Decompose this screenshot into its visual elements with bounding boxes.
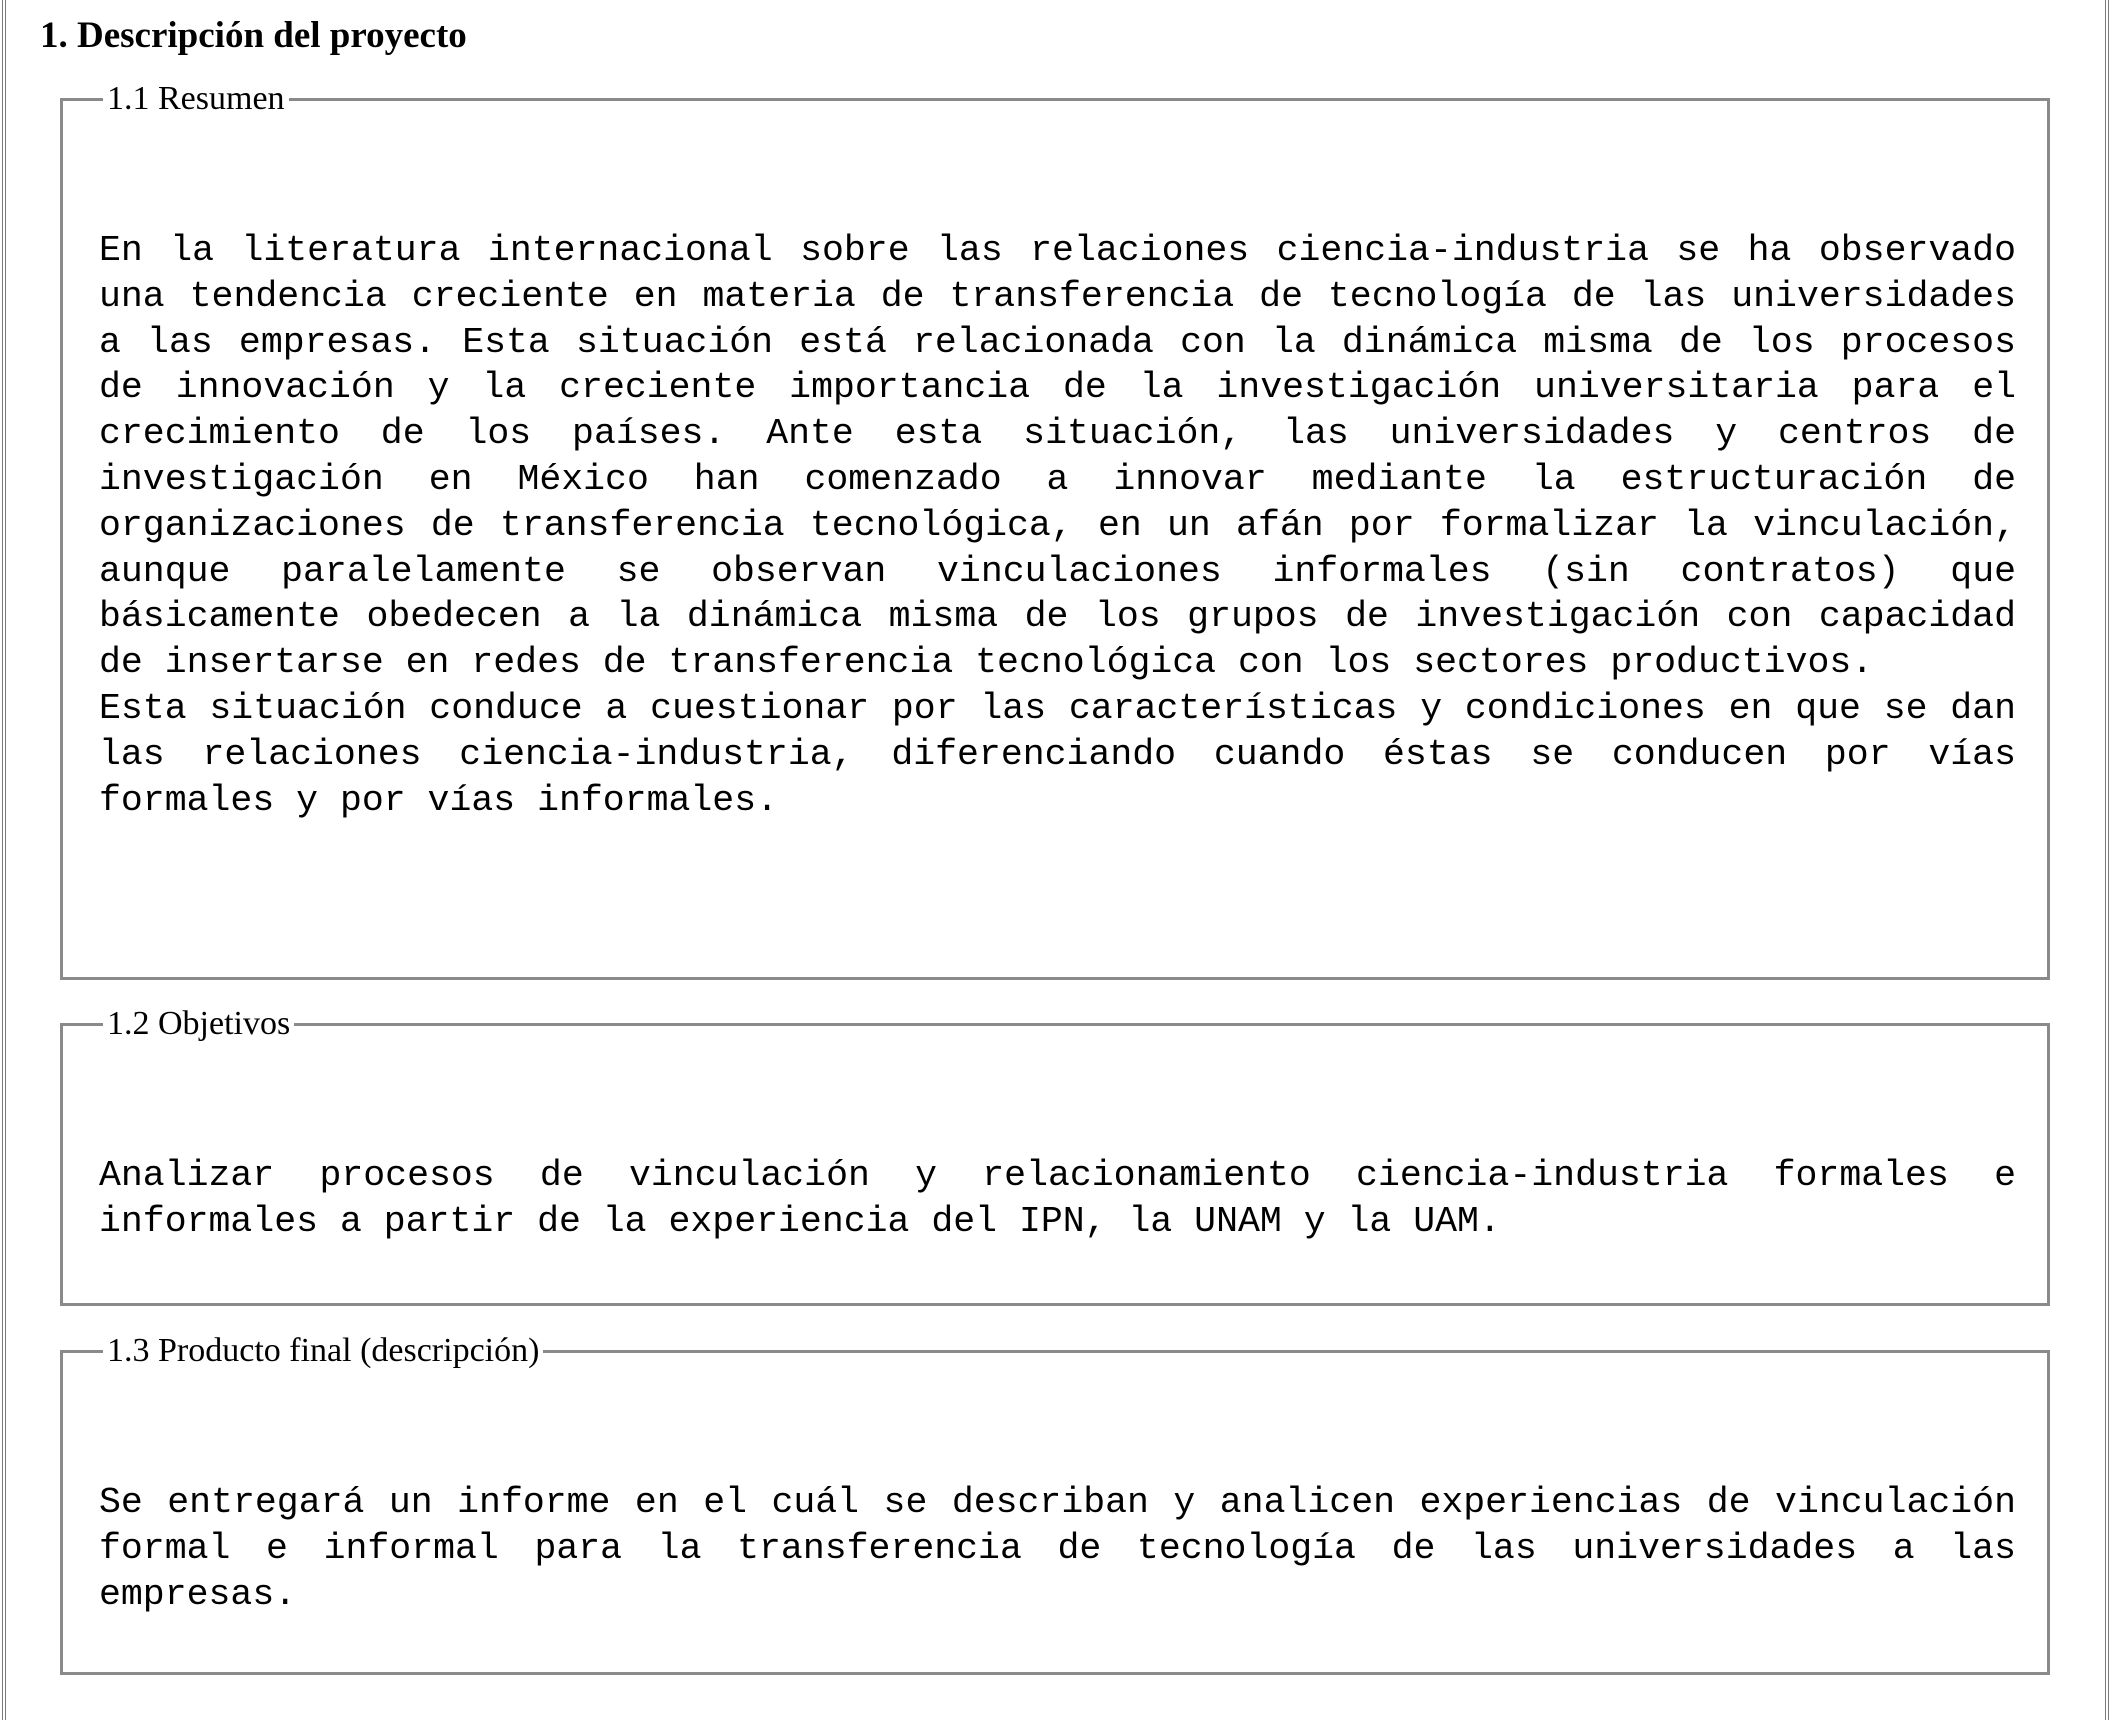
objetivos-legend: 1.2 Objetivos xyxy=(107,1005,291,1042)
resumen-paragraph-2: Esta situación conduce a cuestionar por las características y condiciones en que se dan las relaciones ciencia-industria, diferenciando cuando éstas se conducen por vías formales y por vías informales. xyxy=(99,687,2016,821)
objetivos-paragraph: Analizar procesos de vinculación y relacionamiento ciencia-industria formales e informales a partir de la experiencia del IPN, la UNAM y la UAM. xyxy=(99,1155,2016,1242)
resumen-legend: 1.1 Resumen xyxy=(107,80,285,117)
producto-legend: 1.3 Producto final (descripción) xyxy=(107,1332,540,1369)
section-title: 1. Descripción del proyecto xyxy=(40,15,467,56)
producto-fieldset xyxy=(60,1332,2050,1675)
resumen-paragraph-1: En la literatura internacional sobre las relaciones ciencia-industria se ha observado una tendencia creciente en materia de transferencia de tecnología de las universidades a las empresas. Esta situación está relacionada con la dinámica misma de los procesos de innovación y la creciente importancia de la investigación universitaria para el crecimiento de los países. Ante esta situación, las universidades y centros de investigación en México han comenzado a innovar mediante la estructuración de organizaciones de transferencia tecnológica, en un afán por formalizar la vinculación, aunque paralelamente se observan vinculaciones informales (sin contratos) que básicamente obedecen a la dinámica misma de los grupos de investigación con capacidad de insertarse en redes de transferencia tecnológica con los sectores productivos. xyxy=(99,230,2016,684)
resumen-fieldset xyxy=(60,80,2050,980)
producto-paragraph: Se entregará un informe en el cuál se describan y analicen experiencias de vinculación formal e informal para la transferencia de tecnología de las universidades a las empresas. xyxy=(99,1482,2016,1615)
objetivos-fieldset xyxy=(60,1005,2050,1306)
producto-text xyxy=(99,1480,2016,1617)
objetivos-text xyxy=(99,1153,2016,1245)
resumen-text xyxy=(99,228,2016,823)
